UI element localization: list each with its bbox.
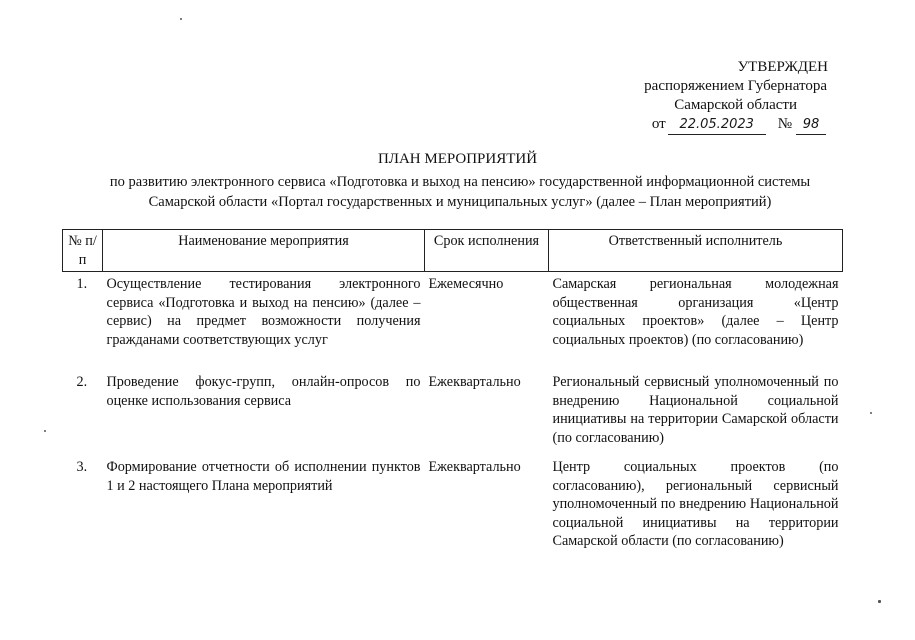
header-term: Срок исполнения	[425, 230, 549, 272]
row-term: Ежеквартально	[428, 374, 521, 390]
row-responsible: Региональный сервисный уполномоченный по внедрению Национальной социальной инициативы на территории Самарской области (по согласованию)	[552, 374, 839, 446]
row-num: 3.	[76, 459, 88, 475]
date-prefix: от	[651, 116, 666, 132]
row-responsible: Самарская региональная молодежная общественная организация «Центр социальных проектов» (далее – Центр социальных проектов) (по согласованию)	[552, 276, 839, 348]
header-responsible: Ответственный исполнитель	[549, 230, 843, 272]
scan-speck	[180, 18, 182, 20]
plan-subtitle-line-2: Самарской области «Портал государственных и муниципальных услуг» (далее – План мероприятий)	[148, 194, 772, 210]
row-term: Ежеквартально	[428, 459, 521, 475]
header-name: Наименование мероприятия	[103, 230, 425, 272]
plan-subtitle	[60, 172, 860, 212]
approval-authority: распоряжением Губернатора	[644, 78, 827, 94]
row-name: Проведение фокус-групп, онлайн-опросов по оценке использования сервиса	[106, 374, 421, 409]
scan-speck	[870, 412, 872, 414]
approval-region: Самарской области	[674, 97, 797, 113]
plan-title: ПЛАН МЕРОПРИЯТИЙ	[377, 151, 538, 167]
approval-number: 98	[796, 115, 826, 135]
table-row	[63, 373, 843, 458]
approval-date: 22.05.2023	[668, 115, 766, 135]
scan-speck	[44, 430, 46, 432]
number-prefix: №	[777, 116, 792, 132]
plan-subtitle-line-1: по развитию электронного сервиса «Подготовка и выход на пенсию» государственной информационной системы	[109, 174, 811, 190]
table-row	[63, 272, 843, 374]
row-num: 2.	[76, 374, 88, 390]
row-name: Осуществление тестирования электронного сервиса «Подготовка и выход на пенсию» (далее – сервис) на предмет возможности получения гражданами соответствующих услуг	[106, 276, 421, 348]
row-num: 1.	[76, 276, 88, 292]
scan-speck	[878, 600, 881, 603]
table-row	[63, 458, 843, 578]
approval-title: УТВЕРЖДЕН	[737, 59, 828, 75]
row-term: Ежемесячно	[428, 276, 504, 292]
table-header-row	[63, 230, 843, 272]
row-responsible: Центр социальных проектов (по согласованию), региональный сервисный уполномоченный по внедрению Национальной социальной инициативы на территории Самарской области (по согласованию)	[552, 459, 839, 549]
plan-table	[62, 229, 843, 578]
approval-date-line	[600, 115, 860, 135]
approval-block	[600, 58, 860, 135]
header-num: № п/п	[63, 230, 103, 272]
row-name: Формирование отчетности об исполнении пунктов 1 и 2 настоящего Плана мероприятий	[106, 459, 421, 494]
